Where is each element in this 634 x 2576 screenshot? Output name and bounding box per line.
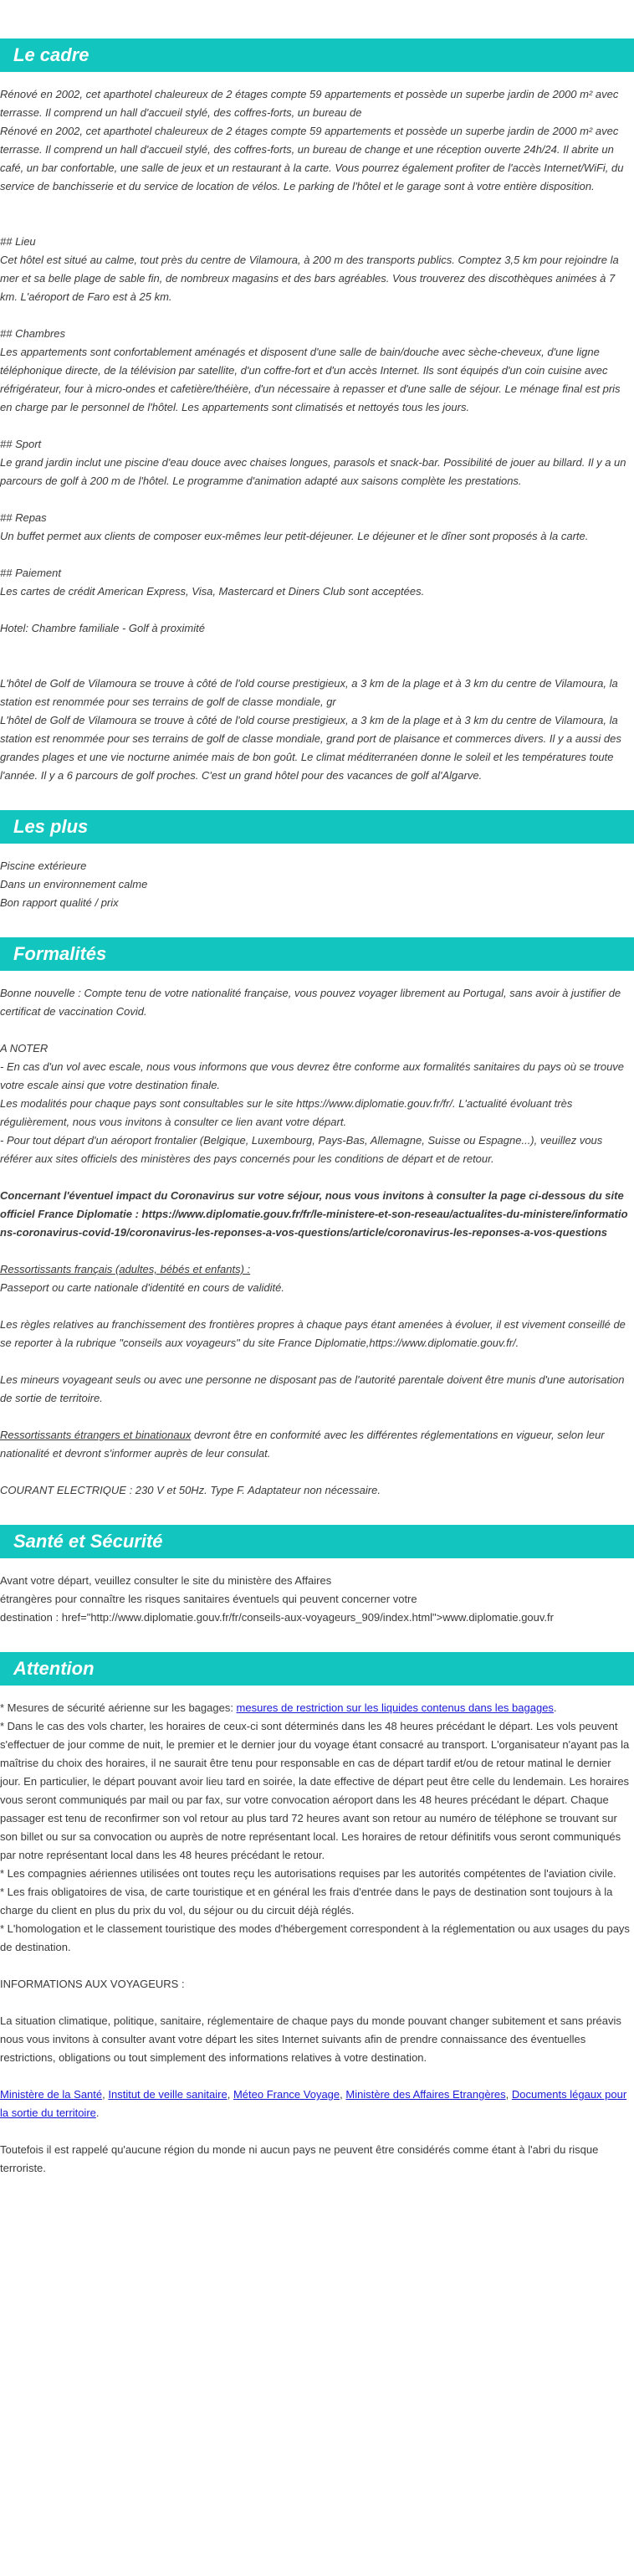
noter-escale: - En cas d'un vol avec escale, nous vous informons que vous devrez être conforme aux formalités sanitaires du pays où se trouve votre escale ainsi que votre destination finale. bbox=[0, 1060, 625, 1091]
mesures-prefix: * Mesures de sécurité aérienne sur les bagages: bbox=[0, 1701, 237, 1714]
section-title-plus: Les plus bbox=[0, 810, 634, 844]
coronavirus-notice: Concernant l'éventuel impact du Coronavirus sur votre séjour, nous vous invitons à consulter la page ci-dessous du site officiel France Diplomatie : https://www.diplomatie.gouv.fr/fr/le-ministere-et-son-reseau/actualites-du-ministere/informations-coronavirus-covid-19/coronavirus-les-reponses-a-vos-questions/article/coronavirus-les-reponses-a-vos-questions bbox=[0, 1189, 628, 1239]
formalites-content bbox=[0, 971, 631, 1500]
link-separator: , bbox=[102, 2088, 109, 2101]
infos-voyageurs-heading: INFORMATIONS AUX VOYAGEURS : bbox=[0, 1978, 185, 1990]
sport-heading: ## Sport bbox=[0, 438, 42, 450]
sport-text: Le grand jardin inclut une piscine d'eau douce avec chaises longues, parasols et snack-bar. Possibilité de jouer au billard. Il y a un parcours de golf à 200 m de l'hôtel. Le programme d'animation adapté aux saisons complète les prestations. bbox=[0, 456, 626, 487]
repas-text: Un buffet permet aux clients de composer eux-mêmes leur petit-déjeuner. Le déjeuner et le dîner sont proposés à la carte. bbox=[0, 530, 589, 542]
sante-line-3: destination : href="http://www.diplomatie.gouv.fr/fr/conseils-aux-voyageurs_909/index.html">www.diplomatie.gouv.fr bbox=[0, 1611, 554, 1624]
link-affaires-etrangeres[interactable]: Ministère des Affaires Etrangères bbox=[345, 2088, 506, 2101]
plus-content bbox=[0, 844, 631, 912]
section-title-sante: Santé et Sécurité bbox=[0, 1525, 634, 1558]
link-meteo-france[interactable]: Méteo France Voyage bbox=[233, 2088, 340, 2101]
noter-heading: A NOTER bbox=[0, 1042, 49, 1055]
plus-item: Dans un environnement calme bbox=[0, 878, 148, 890]
sante-line-2: étrangères pour connaître les risques sanitaires éventuels qui peuvent concerner votre bbox=[0, 1593, 417, 1605]
sante-line-1: Avant votre départ, veuillez consulter le site du ministère des Affaires bbox=[0, 1574, 332, 1587]
section-sante bbox=[0, 1525, 634, 1627]
page bbox=[0, 38, 634, 2178]
section-cadre bbox=[0, 38, 634, 785]
section-title-formalites: Formalités bbox=[0, 937, 634, 971]
courant-electrique: COURANT ELECTRIQUE : 230 V et 50Hz. Type F. Adaptateur non nécessaire. bbox=[0, 1484, 381, 1496]
ressortissants-francais-text: Passeport ou carte nationale d'identité en cours de validité. bbox=[0, 1281, 284, 1294]
section-title-attention: Attention bbox=[0, 1652, 634, 1686]
homologation: * L'homologation et le classement touristique des modes d'hébergement correspondent à la réglementation ou aux usages du pays de destination. bbox=[0, 1922, 630, 1953]
formalites-bonne-nouvelle: Bonne nouvelle : Compte tenu de votre nationalité française, vous pouvez voyager librement au Portugal, sans avoir à justifier de certificat de vaccination Covid. bbox=[0, 987, 621, 1018]
link-ministere-sante[interactable]: Ministère de la Santé bbox=[0, 2088, 103, 2101]
golf-full: L'hôtel de Golf de Vilamoura se trouve à côté de l'old course prestigieux, a 3 km de la plage et à 3 km du centre de Vilamoura, la station est renommée pour ses terrains de golf de classe mondiale, grand port de plaisance et commerces divers. Il y a aussi des grandes plages et une vie nocturne animée mais de bon goût. Le climat méditerranéen donne le soleil et les températures toute l'année. Il y a 6 parcours de golf proches. C'est un grand hôtel pour des vacances de golf al'Algarve. bbox=[0, 714, 621, 782]
link-veille-sanitaire[interactable]: Institut de veille sanitaire bbox=[108, 2088, 228, 2101]
section-title-cadre: Le cadre bbox=[0, 38, 634, 72]
lieu-heading: ## Lieu bbox=[0, 235, 36, 248]
lieu-text: Cet hôtel est situé au calme, tout près du centre de Vilamoura, à 200 m des transports publics. Comptez 3,5 km pour rejoindre la mer et sa belle plage de sable fin, de nombreux magasins et des bars agréables. Vous trouverez des discothèques animées à 7 km. L'aéroport de Faro est à 25 km. bbox=[0, 254, 619, 303]
plus-item: Bon rapport qualité / prix bbox=[0, 896, 119, 909]
mesures-link[interactable]: mesures de restriction sur les liquides contenus dans les bagages bbox=[236, 1701, 554, 1714]
link-separator: , bbox=[227, 2088, 233, 2101]
ressortissants-etrangers-text: devront être en conformité avec les différentes réglementations en vigueur, selon leur nationalité et devront s'informer auprès de leur consulat. bbox=[0, 1429, 605, 1460]
section-plus bbox=[0, 810, 634, 912]
links-end: . bbox=[95, 2106, 100, 2119]
ressortissants-etrangers bbox=[0, 1426, 631, 1463]
sante-content bbox=[0, 1558, 631, 1627]
plus-item: Piscine extérieure bbox=[0, 860, 87, 872]
cadre-intro-full: Rénové en 2002, cet aparthotel chaleureux de 2 étages compte 59 appartements et possède un superbe jardin de 2000 m² avec terrasse. Il comprend un hall d'accueil stylé, des coffres-forts, un bureau de change et une réception ouverte 24h/24. Il abrite un café, un bar confortable, une salle de jeux et un restaurant à la carte. Vous pourrez également profiter de l'accès Internet/WiFi, du service de banchisserie et du service de location de vélos. Le parking de l'hôtel et le garage sont à votre entière disposition. bbox=[0, 125, 624, 192]
link-separator: , bbox=[340, 2088, 346, 2101]
mesures-suffix: . bbox=[553, 1701, 557, 1714]
ressortissants-etrangers-heading: Ressortissants étrangers et binationaux bbox=[0, 1429, 192, 1441]
chambres-text: Les appartements sont confortablement aménagés et disposent d'une salle de bain/douche avec sèche-cheveux, d'une ligne téléphonique directe, de la télévision par satellite, d'un coffre-fort et d'un accès Internet. Ils sont équipés d'un coin cuisine avec réfrigérateur, four à micro-ondes et cafetière/théière, d'un nécessaire à repasser et d'une salle de séjour. Le ménage final est pris en charge par le personnel de l'hôtel. Les appartements sont climatisés et nettoyés tous les jours. bbox=[0, 346, 621, 413]
attention-content bbox=[0, 1686, 631, 2178]
repas-heading: ## Repas bbox=[0, 511, 47, 524]
vols-charter: * Dans le cas des vols charter, les horaires de ceux-ci sont déterminés dans les 48 heures précédant le départ. Les vols peuvent s'effectuer de jour comme de nuit, le premier et le dernier jour du voyage étant consacré au transport. L'organisateur n'ayant pas la maîtrise du choix des horaires, il ne saurait être tenu pour responsable en cas de départ tardif et/ou de retour matinal le dernier jour. En particulier, le départ pouvant avoir lieu tard en soirée, la date effective de départ peut être celle du lendemain. Les horaires vous seront communiqués par mail ou par fax, sur votre convocation aéroport dans les 48 heures précédant le départ. Chaque passager est tenu de reconfirmer son vol retour au plus tard 72 heures avant son retour au numéro de téléphone se trouvant sur son billet ou sur sa convocation ou auprès de notre représentant local. Les horaires de retour définitifs vous seront communiqués par notre représentant local dans les 48 heures précédant le retour. bbox=[0, 1720, 630, 1861]
noter-modalites: Les modalités pour chaque pays sont consultables sur le site https://www.diplomatie.gouv.fr/fr/. L'actualité évoluant très régulièrement, nous vous invitons à consulter ce lien avant votre départ. bbox=[0, 1097, 573, 1128]
toutefois-text: Toutefois il est rappelé qu'aucune région du monde ni aucun pays ne peuvent être considérés comme étant à l'abri du risque terroriste. bbox=[0, 2143, 599, 2174]
frais-obligatoires: * Les frais obligatoires de visa, de carte touristique et en général les frais d'entrée dans le pays de destination sont toujours à la charge du client en plus du prix du vol, du séjour ou du circuit déjà réglés. bbox=[0, 1886, 613, 1917]
official-links bbox=[0, 2086, 631, 2122]
hotel-line: Hotel: Chambre familiale - Golf à proximité bbox=[0, 622, 205, 634]
golf-short: L'hôtel de Golf de Vilamoura se trouve à côté de l'old course prestigieux, a 3 km de la plage et à 3 km du centre de Vilamoura, la station est renommée pour ses terrains de golf de classe mondiale, gr bbox=[0, 677, 618, 708]
chambres-heading: ## Chambres bbox=[0, 327, 66, 340]
paiement-heading: ## Paiement bbox=[0, 567, 61, 579]
section-attention bbox=[0, 1652, 634, 2178]
mineurs-text: Les mineurs voyageant seuls ou avec une personne ne disposant pas de l'autorité parentale doivent être munis d'une autorisation de sortie de territoire. bbox=[0, 1373, 625, 1404]
regles-frontieres: Les règles relatives au franchissement des frontières propres à chaque pays étant amenées à évoluer, il est vivement conseillé de se reporter à la rubrique "conseils aux voyageurs" du site France Diplomatie,https://www.diplomatie.gouv.fr/. bbox=[0, 1318, 626, 1349]
section-formalites bbox=[0, 937, 634, 1500]
cadre-content bbox=[0, 72, 631, 785]
situation-text: La situation climatique, politique, sanitaire, réglementaire de chaque pays du monde pouvant changer subitement et sans préavis nous vous invitons à consulter avant votre départ les sites Internet suivants afin de prendre connaissance des éventuelles restrictions, obligations ou tout simplement des informations relatives à votre destination. bbox=[0, 2014, 621, 2064]
noter-frontalier: - Pour tout départ d'un aéroport frontalier (Belgique, Luxembourg, Pays-Bas, Allemagne, Suisse ou Espagne...), veuillez vous référer aux sites officiels des ministères des pays concernés pour les conditions de départ et de retour. bbox=[0, 1134, 603, 1165]
link-separator: , bbox=[505, 2088, 512, 2101]
link-documents-legaux[interactable]: Documents légaux pour la sortie du territoire bbox=[0, 2088, 627, 2119]
compagnies-aeriennes: * Les compagnies aériennes utilisées ont toutes reçu les autorisations requises par les autorités compétentes de l'aviation civile. bbox=[0, 1867, 616, 1880]
ressortissants-francais-heading: Ressortissants français (adultes, bébés et enfants) : bbox=[0, 1263, 251, 1275]
paiement-text: Les cartes de crédit American Express, Visa, Mastercard et Diners Club sont acceptées. bbox=[0, 585, 425, 598]
cadre-intro: Rénové en 2002, cet aparthotel chaleureux de 2 étages compte 59 appartements et possède un superbe jardin de 2000 m² avec terrasse. Il comprend un hall d'accueil stylé, des coffres-forts, un bureau de bbox=[0, 88, 619, 119]
mesures-securite bbox=[0, 1699, 631, 1717]
